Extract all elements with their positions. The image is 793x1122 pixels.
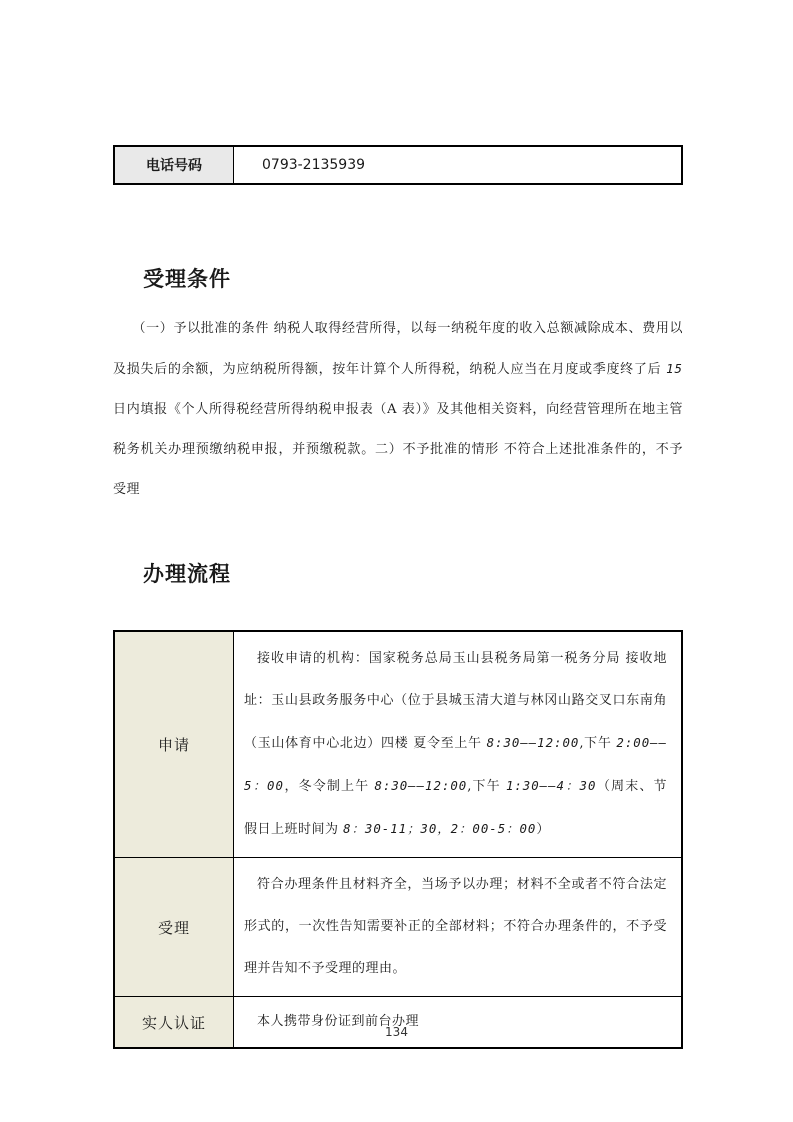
- row-label-accept: 受理: [115, 858, 234, 996]
- phone-value-cell: 0793-2135939: [262, 157, 366, 173]
- page-content: [113, 0, 683, 1049]
- row-label-identity: 实人认证: [115, 997, 234, 1047]
- phone-table: [113, 145, 683, 185]
- row-label-apply: 申请: [115, 632, 234, 857]
- acceptance-conditions-paragraph: （一）予以批准的条件 纳税人取得经营所得，以每一纳税年度的收入总额减除成本、费用以及损失后的余额，为应纳税所得额，按年计算个人所得税，纳税人应当在月度或季度终了后 15 日内填报《个人所得税经营所得纳税申报表（A 表）》及其他相关资料，向经营管理所在地主管税务机关办理预缴纳税申报，并预缴税款。二）不予批准的情形 不符合上述批准条件的，不予受理: [113, 321, 683, 497]
- phone-label-cell: 电话号码: [115, 147, 234, 183]
- row-content-accept: 符合办理条件且材料齐全，当场予以办理；材料不全或者不符合法定形式的，一次性告知需要补正的全部材料；不符合办理条件的，不予受理并告知不予受理的理由。: [244, 877, 667, 976]
- row-content-apply: 接收申请的机构：国家税务总局玉山县税务局第一税务分局 接收地址：玉山县政务服务中心（位于县城玉清大道与林冈山路交叉口东南角（玉山体育中心北边）四楼 夏令至上午 8:30——12:00,下午 2:00——5：00，冬令制上午 8:30——12:00,下午 1:30——4：30（周末、节假日上班时间为 8：30-11；30，2：00-5：00）: [244, 651, 668, 837]
- page-number: 134: [385, 1025, 408, 1039]
- table-row-identity: [115, 996, 681, 1047]
- row-content-identity: 本人携带身份证到前台办理: [257, 1014, 420, 1029]
- acceptance-conditions-heading: 受理条件: [143, 266, 231, 291]
- table-row-apply: [115, 632, 681, 857]
- process-flow-heading: 办理流程: [143, 561, 231, 586]
- process-table: [113, 630, 683, 1049]
- table-row-accept: [115, 857, 681, 996]
